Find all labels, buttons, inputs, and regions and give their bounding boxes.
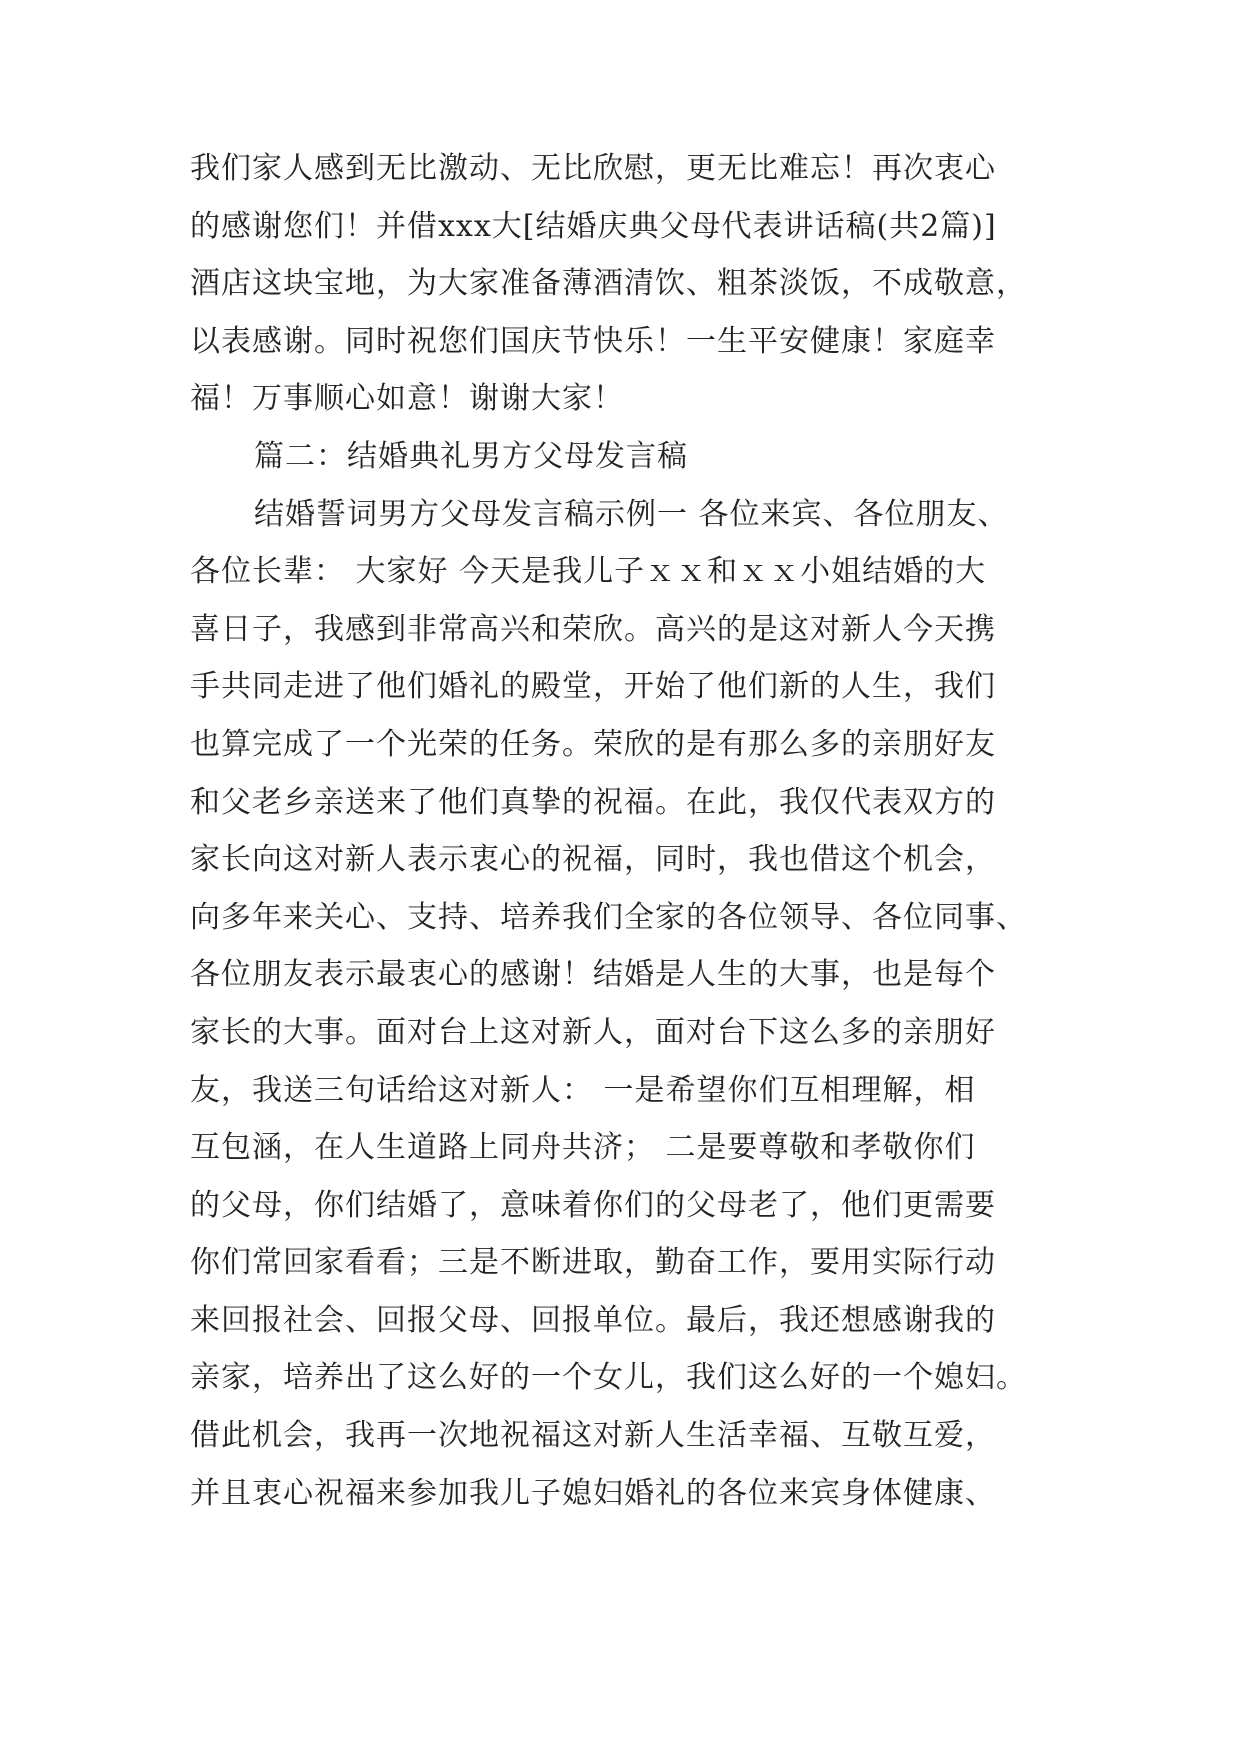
text-line: 和父老乡亲送来了他们真挚的祝福。在此，我仅代表双方的 bbox=[190, 784, 996, 820]
text-line: 各位朋友表示最衷心的感谢！结婚是人生的大事，也是每个 bbox=[190, 957, 996, 993]
text-line: 酒店这块宝地，为大家准备薄酒清饮、粗茶淡饭，不成敬意， bbox=[190, 266, 1027, 302]
text-line: 家长的大事。面对台上这对新人，面对台下这么多的亲朋好 bbox=[190, 1014, 996, 1050]
text-line: 各位长辈： 大家好 今天是我儿子ｘｘ和ｘｘ小姐结婚的大 bbox=[190, 554, 987, 590]
text-line: 友，我送三句话给这对新人： 一是希望你们互相理解，相 bbox=[190, 1072, 976, 1108]
text-line: 喜日子，我感到非常高兴和荣欣。高兴的是这对新人今天携 bbox=[190, 611, 996, 647]
text-line: 手共同走进了他们婚礼的殿堂，开始了他们新的人生，我们 bbox=[190, 669, 996, 705]
paragraph-first-line: 结婚誓词男方父母发言稿示例一 各位来宾、各位朋友、 bbox=[254, 496, 1009, 532]
text-line: 也算完成了一个光荣的任务。荣欣的是有那么多的亲朋好友 bbox=[190, 726, 996, 762]
text-line: 向多年来关心、支持、培养我们全家的各位领导、各位同事、 bbox=[190, 899, 1027, 935]
text-line: 亲家，培养出了这么好的一个女儿，我们这么好的一个媳妇。 bbox=[190, 1360, 1027, 1396]
text-line: 并且衷心祝福来参加我儿子媳妇婚礼的各位来宾身体健康、 bbox=[190, 1475, 996, 1511]
section-heading: 篇二：结婚典礼男方父母发言稿 bbox=[254, 438, 688, 474]
text-line: 你们常回家看看；三是不断进取，勤奋工作，要用实际行动 bbox=[190, 1245, 996, 1281]
document-body bbox=[190, 140, 1080, 1522]
text-line: 的感谢您们！并借xxx大[结婚庆典父母代表讲话稿(共2篇)] bbox=[190, 208, 997, 244]
text-line: 来回报社会、回报父母、回报单位。最后，我还想感谢我的 bbox=[190, 1302, 996, 1338]
text-line: 的父母，你们结婚了，意味着你们的父母老了，他们更需要 bbox=[190, 1187, 996, 1223]
text-line: 我们家人感到无比激动、无比欣慰，更无比难忘！再次衷心 bbox=[190, 151, 996, 186]
text-line: 家长向这对新人表示衷心的祝福，同时，我也借这个机会， bbox=[190, 842, 996, 878]
text-line: 借此机会，我再一次地祝福这对新人生活幸福、互敬互爱， bbox=[190, 1418, 996, 1454]
text-line: 互包涵，在人生道路上同舟共济； 二是要尊敬和孝敬你们 bbox=[190, 1130, 976, 1166]
text-line: 福！万事顺心如意！谢谢大家！ bbox=[190, 381, 624, 417]
text-line: 以表感谢。同时祝您们国庆节快乐！一生平安健康！家庭幸 bbox=[190, 323, 996, 359]
